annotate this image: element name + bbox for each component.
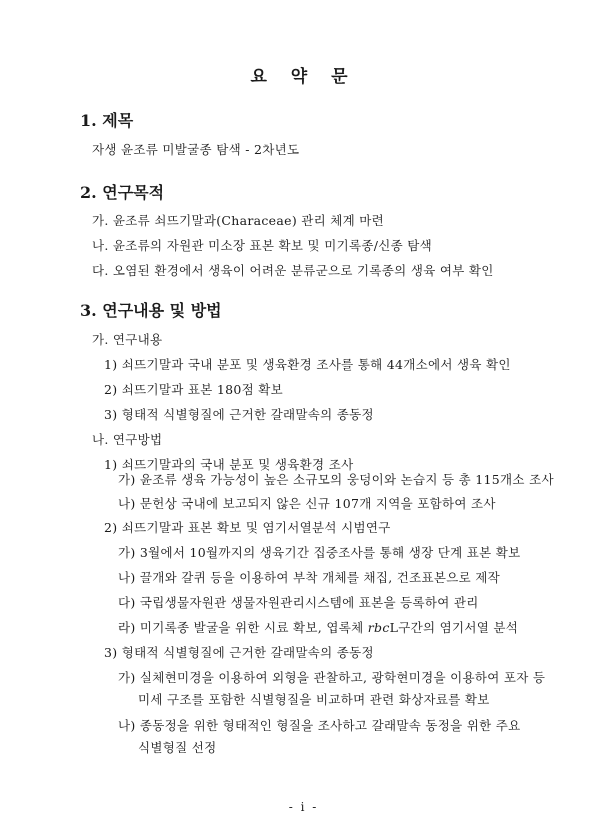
method-item: 나) 문헌상 국내에 보고되지 않은 신규 107개 지역을 포함하여 조사	[118, 496, 496, 511]
method-item-text: L구간의 염기서열 분석	[389, 620, 519, 635]
objective-item: 가. 윤조류 쇠뜨기말과(Characeae) 관리 체계 마련	[92, 213, 385, 228]
subsection-heading: 가. 연구내용	[92, 332, 163, 347]
method-heading: 2) 쇠뜨기말과 표본 확보 및 염기서열분석 시범연구	[104, 520, 391, 535]
content-item: 3) 형태적 식별형질에 근거한 갈래말속의 종동정	[104, 407, 374, 422]
method-item-continued: 식별형질 선정	[138, 740, 217, 755]
section-3-heading: 3. 연구내용 및 방법	[80, 301, 222, 320]
section-2-heading: 2. 연구목적	[80, 183, 165, 202]
method-item-text: 라) 미기록종 발굴을 위한 시료 확보, 엽록체	[118, 620, 368, 635]
method-item: 가) 실체현미경을 이용하여 외형을 관찰하고, 광학현미경을 이용하여 포자 등	[118, 670, 546, 685]
method-heading: 1) 쇠뜨기말과의 국내 분포 및 생육환경 조사	[104, 457, 354, 472]
method-item: 나) 종동정을 위한 형태적인 형질을 조사하고 갈래말속 동정을 위한 주요	[118, 718, 521, 733]
method-item-continued: 미세 구조를 포함한 식별형질을 비교하며 관련 화상자료를 확보	[138, 692, 490, 707]
method-item: 나) 끌개와 갈퀴 등을 이용하여 부착 개체를 채집, 건조표본으로 제작	[118, 570, 501, 585]
subsection-heading: 나. 연구방법	[92, 432, 163, 447]
objective-item: 다. 오염된 환경에서 생육이 어려운 분류군으로 기록종의 생육 여부 확인	[92, 263, 494, 278]
content-item: 2) 쇠뜨기말과 표본 180점 확보	[104, 382, 284, 397]
page-number: - i -	[288, 800, 319, 814]
method-item: 다) 국립생물자원관 생물자원관리시스템에 표본을 등록하여 관리	[118, 595, 479, 610]
gene-name: rbc	[367, 620, 390, 635]
method-item: 가) 윤조류 생육 가능성이 높은 소규모의 웅덩이와 논습지 등 총 115개소 조사	[118, 472, 554, 487]
objective-item: 나. 윤조류의 자원관 미소장 표본 확보 및 미기록종/신종 탐색	[92, 238, 432, 253]
method-item	[118, 618, 518, 636]
project-title: 자생 윤조류 미발굴종 탐색 - 2차년도	[92, 142, 300, 157]
content-item: 1) 쇠뜨기말과 국내 분포 및 생육환경 조사를 통해 44개소에서 생육 확인	[104, 357, 511, 372]
method-item: 가) 3월에서 10월까지의 생육기간 집중조사를 통해 생장 단계 표본 확보	[118, 545, 521, 560]
method-heading: 3) 형태적 식별형질에 근거한 갈래말속의 종동정	[104, 645, 374, 660]
section-1-heading: 1. 제목	[80, 111, 134, 130]
document-title: 요 약 문	[250, 67, 357, 87]
